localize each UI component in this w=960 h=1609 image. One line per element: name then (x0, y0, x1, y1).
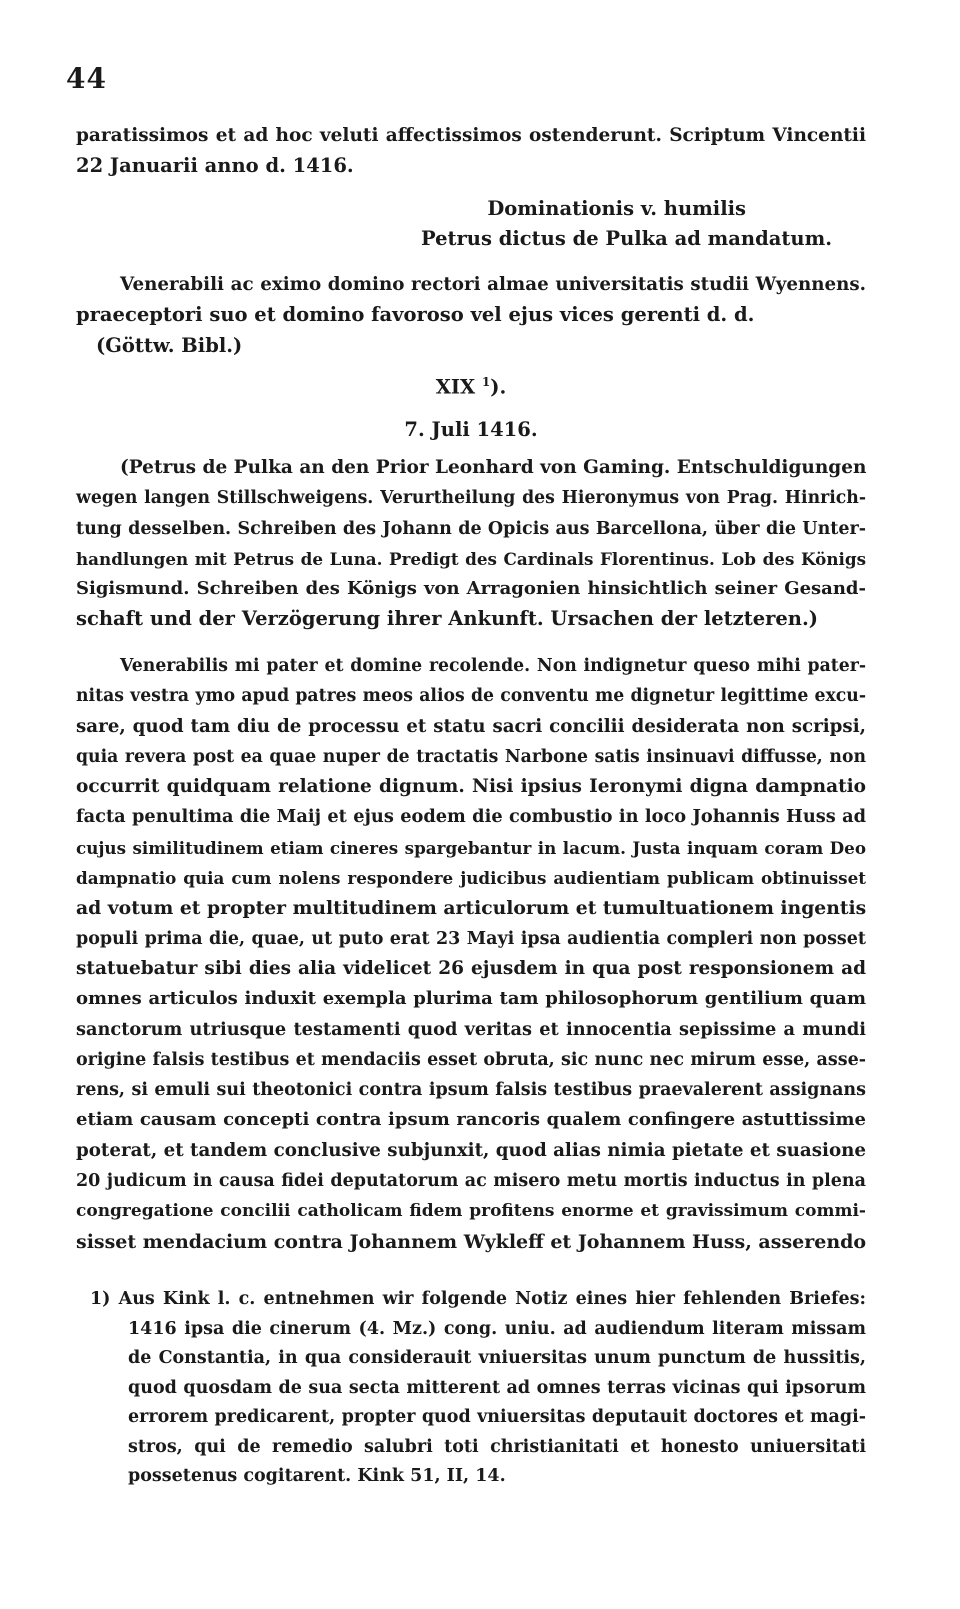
body-line: Venerabilis mi pater et domine recolende. Non indignetur queso mihi pater- (120, 656, 866, 676)
body-line: sanctorum utriusque testamenti quod veritas et innocentia sepissime a mundi (76, 1018, 866, 1040)
summary-line: schaft und der Verzögerung ihrer Ankunft. Ursachen der letzteren.) (76, 607, 818, 631)
letter-number-suffix: ). (490, 375, 507, 399)
summary-line: wegen langen Stillschweigens. Verurtheilung des Hieronymus von Prag. Hinrich- (76, 488, 866, 509)
footnote (76, 1285, 866, 1492)
body-line: etiam causam concepti contra ipsum rancoris qualem confingere astuttissime (76, 1109, 866, 1131)
text-line: 22 Januarii anno d. 1416. (76, 154, 354, 178)
letter-summary (76, 453, 866, 635)
page-number: 44 (66, 62, 107, 95)
body-line: populi prima die, quae, ut puto erat 23 Mayi ipsa audientia compleri non posset (76, 928, 866, 949)
body-line: cujus similitudinem etiam cineres spargebantur in lacum. Justa inquam coram Deo (76, 837, 866, 858)
body-line: quia revera post ea quae nuper de tractatis Narbone satis insinuavi diffusse, non (76, 746, 866, 767)
source-note: (Göttw. Bibl.) (96, 333, 243, 357)
body-line: ad votum et propter multitudinem articulorum et tumultuationem ingentis (76, 897, 867, 920)
footnote-line: 1416 ipsa die cinerum (4. Mz.) cong. uniu. ad audiendum literam missam (128, 1318, 866, 1339)
letter-number (76, 367, 866, 403)
body-line: rens, si emuli sui theotonici contra ipsum falsis testibus praevalerent assignans (76, 1080, 866, 1101)
address-line: Venerabili ac eximo domino rectori almae universitatis studii Wyennens. (120, 274, 866, 296)
footnote-line: errorem predicarent, propter quod vniuersitas deputauit doctores et magi- (128, 1407, 866, 1427)
footnote-text: Aus Kink l. c. entnehmen wir folgende Notiz eines hier fehlenden Briefes: (118, 1289, 866, 1309)
body-line: dampnatio quia cum nolens respondere judicibus audientiam publicam obtinuisset (76, 868, 866, 889)
previous-letter-closing (76, 121, 866, 361)
signature-line: Petrus dictus de Pulka ad mandatum. (420, 226, 832, 250)
summary-line: tung desselben. Schreiben des Johann de Opicis aus Barcellona, über die Unter- (76, 518, 866, 539)
letter-body (76, 651, 866, 1257)
letter-number-text: XIX (435, 375, 476, 399)
footnote-line: stros, qui de remedio salubri toti christianitati et honesto uniuersitati (128, 1436, 866, 1457)
footnote-marker: 1) (90, 1289, 111, 1309)
body-line: statuebatur sibi dies alia videlicet 26 ejusdem in qua post responsionem ad (76, 957, 866, 979)
footnote-line: possetenus cogitarent. Kink 51, II, 14. (128, 1466, 506, 1486)
text-line: paratissimos et ad hoc veluti affectissimos ostenderunt. Scriptum Vincentii (76, 125, 866, 146)
body-line: poterat, et tandem conclusive subjunxit, quod alias nimia pietate et suasione (76, 1139, 866, 1161)
body-line: omnes articulos induxit exempla plurima tam philosophorum gentilium quam (76, 988, 866, 1010)
footnote-line: de Constantia, in qua considerauit vniuersitas unum punctum de hussitis, (128, 1348, 866, 1368)
body-line: sisset mendacium contra Johannem Wykleff et Johannem Huss, asserendo (76, 1230, 867, 1253)
body-line: 20 judicum in causa fidei deputatorum ac misero metu mortis inductus in plena (76, 1171, 866, 1192)
letter-header (76, 367, 866, 445)
body-line: congregatione concilii catholicam fidem profitens enorme et gravissimum commi- (76, 1201, 866, 1222)
address-line: praeceptori suo et domino favoroso vel ejus vices gerenti d. d. (76, 303, 755, 327)
body-line: origine falsis testibus et mendaciis esset obruta, sic nunc nec mirum esse, asse- (76, 1049, 866, 1070)
body-line: sare, quod tam diu de processu et statu sacri concilii desiderata non scripsi, (76, 715, 866, 737)
footnote-line: quod quosdam de sua secta mitterent ad omnes terras vicinas qui ipsorum (128, 1377, 866, 1398)
summary-line: handlungen mit Petrus de Luna. Predigt des Cardinals Florentinus. Lob des Königs (76, 548, 866, 569)
body-line: nitas vestra ymo apud patres meos alios de conventu me dignetur legittime excu- (76, 686, 866, 707)
summary-line: Sigismund. Schreiben des Königs von Arragonien hinsichtlich seiner Gesand- (76, 578, 866, 600)
summary-line: (Petrus de Pulka an den Prior Leonhard von Gaming. Entschuldigungen (120, 457, 867, 478)
footnote-reference: 1 (481, 375, 491, 389)
footnote-line (76, 1285, 866, 1315)
letter-date: 7. Juli 1416. (404, 417, 538, 441)
body-line: facta penultima die Maij et ejus eodem die combustio in loco Johannis Huss ad (76, 806, 866, 828)
signature-line: Dominationis v. humilis (487, 196, 746, 220)
body-line: occurrit quidquam relatione dignum. Nisi ipsius Ieronymi digna dampnatio (76, 776, 866, 798)
